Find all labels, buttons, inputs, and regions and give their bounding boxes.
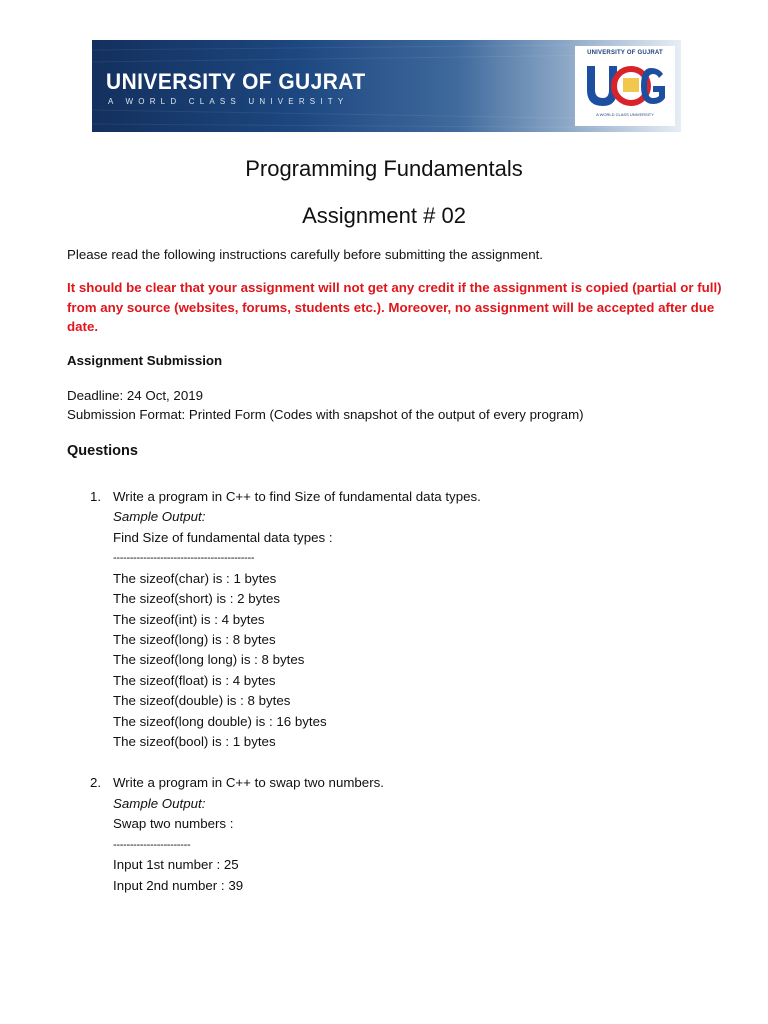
questions-heading: Questions xyxy=(67,443,138,459)
university-banner xyxy=(92,40,681,132)
output-line: The sizeof(short) is : 2 bytes xyxy=(113,591,281,606)
banner-tagline: A WORLD CLASS UNIVERSITY xyxy=(108,97,349,106)
output-line: The sizeof(int) is : 4 bytes xyxy=(113,612,265,627)
output-line: Swap two numbers : xyxy=(113,816,234,831)
output-line: The sizeof(bool) is : 1 bytes xyxy=(113,734,276,749)
output-line: The sizeof(char) is : 1 bytes xyxy=(113,571,277,586)
banner-university-name: UNIVERSITY OF GUJRAT xyxy=(106,69,366,94)
logo-caption: UNIVERSITY OF GUJRAT xyxy=(587,50,663,56)
uog-logo-icon xyxy=(583,60,667,110)
question-number: 1. xyxy=(90,489,102,504)
output-line: The sizeof(float) is : 4 bytes xyxy=(113,673,276,688)
output-line: The sizeof(double) is : 8 bytes xyxy=(113,693,291,708)
output-line: The sizeof(long) is : 8 bytes xyxy=(113,632,276,647)
sample-output-label: Sample Output: xyxy=(113,796,206,811)
warning-line: date. xyxy=(67,319,99,334)
question-text: Write a program in C++ to find Size of fundamental data types. xyxy=(113,489,481,504)
output-line: Input 2nd number : 39 xyxy=(113,878,244,893)
sample-output-label: Sample Output: xyxy=(113,509,206,524)
deadline-text: Deadline: 24 Oct, 2019 xyxy=(67,388,204,403)
question-number: 2. xyxy=(90,775,102,790)
warning-line: It should be clear that your assignment will not get any credit if the assignment is copied (partial or full) xyxy=(67,280,722,295)
output-line: The sizeof(long long) is : 8 bytes xyxy=(113,652,305,667)
submission-heading: Assignment Submission xyxy=(67,353,223,368)
logo-subcaption: A WORLD CLASS UNIVERSITY xyxy=(596,112,654,117)
output-line: The sizeof(long double) is : 16 bytes xyxy=(113,714,327,729)
output-separator: ------------------------------------------ xyxy=(113,552,255,564)
university-logo xyxy=(575,46,675,126)
submission-format-text: Submission Format: Printed Form (Codes with snapshot of the output of every program) xyxy=(67,407,584,422)
output-line: Find Size of fundamental data types : xyxy=(113,530,333,545)
output-line: Input 1st number : 25 xyxy=(113,857,239,872)
assignment-number: Assignment # 02 xyxy=(302,203,466,228)
warning-line: from any source (websites, forums, students etc.). Moreover, no assignment will be accepted after due xyxy=(67,300,715,315)
output-separator: ----------------------- xyxy=(113,839,191,851)
instructions-text: Please read the following instructions carefully before submitting the assignment. xyxy=(67,247,543,262)
document-title: Programming Fundamentals xyxy=(245,156,523,181)
question-text: Write a program in C++ to swap two numbers. xyxy=(113,775,384,790)
